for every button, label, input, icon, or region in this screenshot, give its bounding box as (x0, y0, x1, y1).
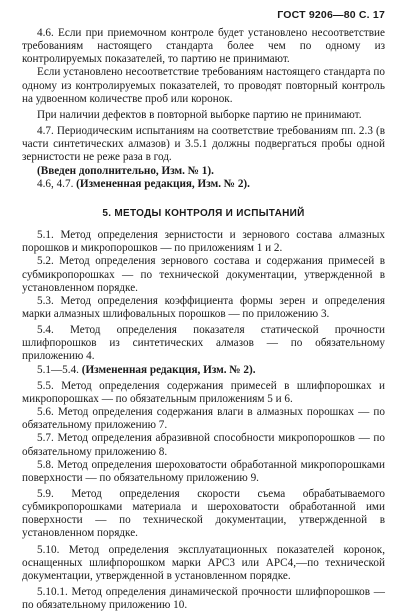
amendment-note-3-prefix: 5.1—5.4. (37, 363, 79, 376)
clause-5-10-1: 5.10.1. Метод определения динамической прочности шлифпорошков — по обязательному приложению 10. (22, 586, 385, 612)
clause-4-7: 4.7. Периодическим испытаниям на соответствие требованиям пп. 2.3 (в части синтетических алмазов) и 3.5.1 должны подвергаться пробы одной зернистости не реже раза в год. (22, 125, 385, 164)
clause-5-5: 5.5. Метод определения содержания примесей в шлифпорошках и микропорошках — по обязательным приложениям 5 и 6. (22, 379, 385, 405)
clause-5-1: 5.1. Метод определения зернистости и зернового состава алмазных порошков и микропорошков — по приложениям 1 и 2. (22, 229, 385, 255)
clause-5-4: 5.4. Метод определения показателя статической прочности шлифпорошков из синтетических алмазов — по обязательному приложению 4. (22, 324, 385, 363)
section-title: 5. МЕТОДЫ КОНТРОЛЯ И ИСПЫТАНИЙ (102, 207, 305, 219)
clause-4-6-second: Если установлено несоответствие требованиям настоящего стандарта по одному из контролируемых показателей, то проводят повторный контроль на удвоенном количестве проб или коронок. (22, 66, 385, 105)
clause-5-3: 5.3. Метод определения коэффициента формы зерен и определения марки алмазных шлифовальных порошков — по приложению 3. (22, 294, 385, 320)
document-body (22, 27, 385, 612)
amendment-note-1: (Введен дополнительно, Изм. № 1). (37, 164, 214, 177)
clause-5-7: 5.7. Метод определения абразивной способности микропорошков — по обязательному приложению 8. (22, 432, 385, 458)
amendment-note-2-prefix: 4.6, 4.7. (37, 177, 74, 190)
amendment-note-2 (22, 178, 385, 191)
amendment-note-3-bold: (Измененная редакция, Изм. № 2). (81, 363, 256, 376)
clause-5-2: 5.2. Метод определения зернового состава и содержания примесей в субмикропорошках — по технической документации, утвержденной в установленном порядке. (22, 255, 385, 294)
page-header: ГОСТ 9206—80 С. 17 (277, 9, 385, 21)
amendment-note-2-bold: (Измененная редакция, Изм. № 2). (76, 177, 250, 190)
clause-5-8: 5.8. Метод определения шероховатости обработанной микропорошками поверхности — по обязательному приложению 9. (22, 458, 385, 484)
clause-5-10: 5.10. Метод определения эксплуатационных показателей коронок, оснащенных шлифпорошком марки АРС3 или АРС4,—по технической документации, утвержденной в установленном порядке. (22, 543, 385, 582)
clause-4-6: 4.6. Если при приемочном контроле будет установлено несоответствие требованиям настоящего стандарта более чем по одному из контролируемых показателей, то партию не принимают. (22, 27, 385, 66)
clause-4-6-third: При наличии дефектов в повторной выборке партию не принимают. (37, 108, 362, 121)
clause-5-9: 5.9. Метод определения скорости съема обрабатываемого субмикропорошками материала и шероховатости обработанной ими поверхности — по технической документации, утвержденной в установленном порядке. (22, 488, 385, 540)
amendment-note-3 (22, 364, 385, 377)
clause-5-6: 5.6. Метод определения содержания влаги в алмазных порошках — по обязательному приложению 7. (22, 406, 385, 432)
